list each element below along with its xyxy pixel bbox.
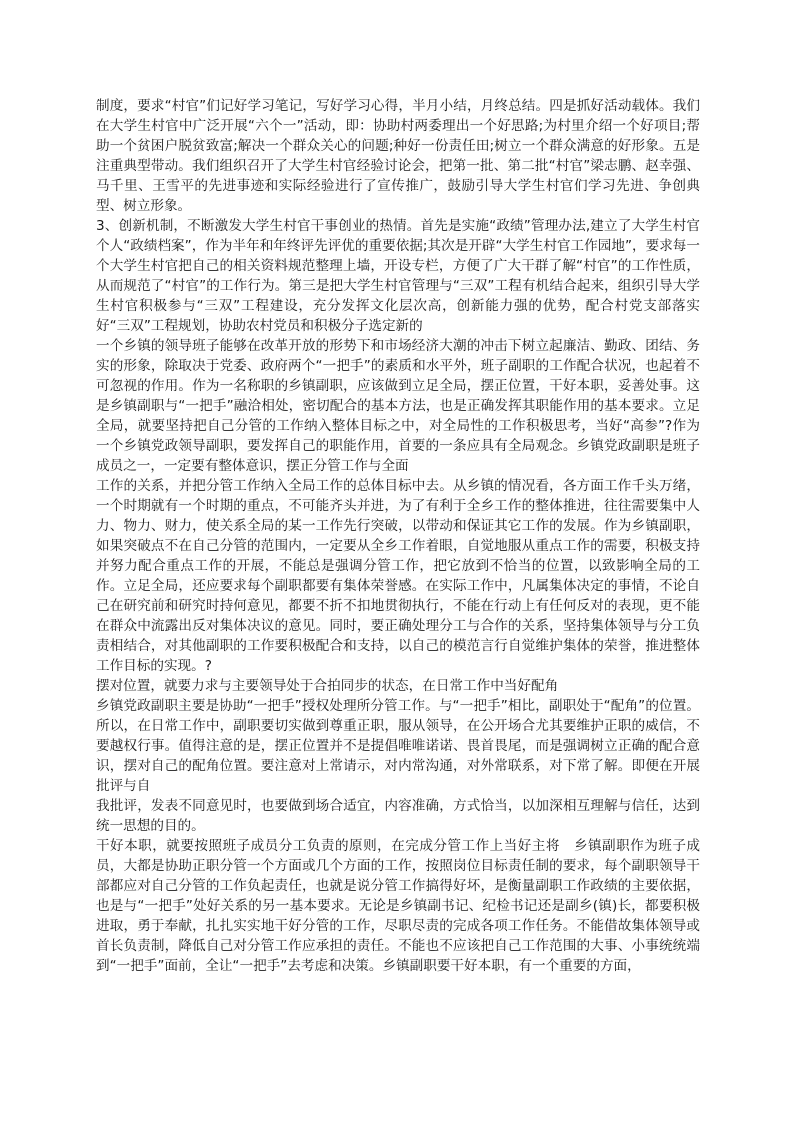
paragraph-township-leadership: 一个乡镇的领导班子能够在改革开放的形势下和市场经济大潮的冲击下树立起廉洁、勤政、团结、务实的形象，除取决于党委、政府两个“一把手”的素质和水平外，班子副职的工作配合状况，也起着不可忽视的作用。作为一名称职的乡镇副职，应该做到立足全局，摆正位置，干好本职，妥善处事。这是乡镇副职与“一把手”融洽相处，密切配合的基本方法，也是正确发挥其职能作用的基本要求。立足全局，就要坚持把自己分管的工作纳入整体目标之中，对全局性的工作积极思考，当好“高参”?作为一个乡镇党政领导副职，要发挥自己的职能作用，首要的一条应具有全局观念。乡镇党政副职是班子成员之一，一定要有整体意识，摆正分管工作与全面 bbox=[96, 338, 700, 474]
paragraph-self-criticism: 我批评，发表不同意见时，也要做到场合适宜，内容准确，方式恰当，以加深相互理解与信任，达到统一思想的目的。 bbox=[96, 798, 700, 834]
document-body bbox=[96, 96, 700, 976]
paragraph-position-heading: 摆对位置，就要力求与主要领导处于合拍同步的状态，在日常工作中当好配角 bbox=[96, 678, 559, 694]
paragraph-overall-work-relation: 工作的关系，并把分管工作纳入全局工作的总体目标中去。从乡镇的情况看，各方面工作千头万绪，一个时期就有一个时期的重点，不可能齐头并进，为了有利于全乡工作的整体推进，往往需要集中人力、物力、财力，使关系全局的某一工作先行突破，以带动和保证其它工作的发展。作为乡镇副职，如果突破点不在自己分管的范围内，一定要从全乡工作着眼，自觉地服从重点工作的需要，积极支持并努力配合重点工作的开展，不能总是强调分管工作，把它放到不恰当的位置，以致影响全局的工作。立足全局，还应要求每个副职都要有集体荣誉感。在实际工作中，凡属集体决定的事情，不论自己在研究前和研究时持何意见，都要不折不扣地贯彻执行，不能在行动上有任何反对的表现，更不能在群众中流露出反对集体决议的意见。同时，要正确处理分工与合作的关系，坚持集体领导与分工负责相结合，对其他副职的工作要积极配合和支持，以自己的模范言行自觉维护集体的荣誉，推进整体工作目标的实现。? bbox=[96, 478, 700, 674]
paragraph-village-official-study: 制度，要求“村官”们记好学习笔记，写好学习心得，半月小结，月终总结。四是抓好活动载体。我们在大学生村官中广泛开展“六个一”活动，即：协助村两委理出一个好思路;为村里介绍一个好项目;帮助一个贫困户脱贫致富;解决一个群众关心的问题;种好一份责任田;树立一个群众满意的好形象。五是注重典型带动。我们组织召开了大学生村官经验讨论会，把第一批、第二批“村官”梁志鹏、赵幸强、马千里、王雪平的先进事迹和实际经验进行了宣传推广，鼓励引导大学生村官们学习先进、争创典型、树立形象。 bbox=[96, 98, 700, 214]
paragraph-supporting-role: 乡镇党政副职主要是协助“一把手”授权处理所分管工作。与“一把手”相比，副职处于“配角”的位置。所以，在日常工作中，副职要切实做到尊重正职，服从领导，在公开场合尤其要维护正职的威信，不要越权行事。值得注意的是，摆正位置并不是提倡唯唯诺诺、畏首畏尾，而是强调树立正确的配合意识，摆对自己的配角位置。要注意对上常请示，对内常沟通，对外常联系，对下常了解。即便在开展批评与自 bbox=[96, 698, 700, 794]
paragraph-innovation-mechanism: 3、创新机制，不断激发大学生村官干事创业的热情。首先是实施“政绩”管理办法,建立了大学生村官个人“政绩档案”，作为半年和年终评先评优的重要依据;其次是开辟“大学生村官工作园地”，要求每一个大学生村官把自己的相关资料规范整理上墙，开设专栏，方便了广大干群了解“村官”的工作性质，从而规范了“村官”的工作行为。第三是把大学生村官管理与“三双”工程有机结合起来，组织引导大学生村官积极参与“三双”工程建设，充分发挥文化层次高，创新能力强的优势，配合村党支部落实好“三双”工程规划，协助农村党员和积极分子选定新的 bbox=[96, 218, 700, 334]
paragraph-do-own-job-well: 干好本职，就要按照班子成员分工负责的原则，在完成分管工作上当好主将 乡镇副职作为班子成员，大都是协助正职分管一个方面或几个方面的工作，按照岗位目标责任制的要求，每个副职领导干部都应对自己分管的工作负起责任，也就是说分管工作搞得好坏，是衡量副职工作政绩的主要依据，也是与“一把手”处好关系的另一基本要求。无论是乡镇副书记、纪检书记还是副乡(镇)长，都要积极进取，勇于奉献，扎扎实实地干好分管的工作，尽职尽责的完成各项工作任务。不能借故集体领导或首长负责制，降低自己对分管工作应承担的责任。不能也不应该把自己工作范围的大事、小事统统端到“一把手”面前，全让“一把手”去考虑和决策。乡镇副职要干好本职，有一个重要的方面， bbox=[96, 838, 700, 974]
